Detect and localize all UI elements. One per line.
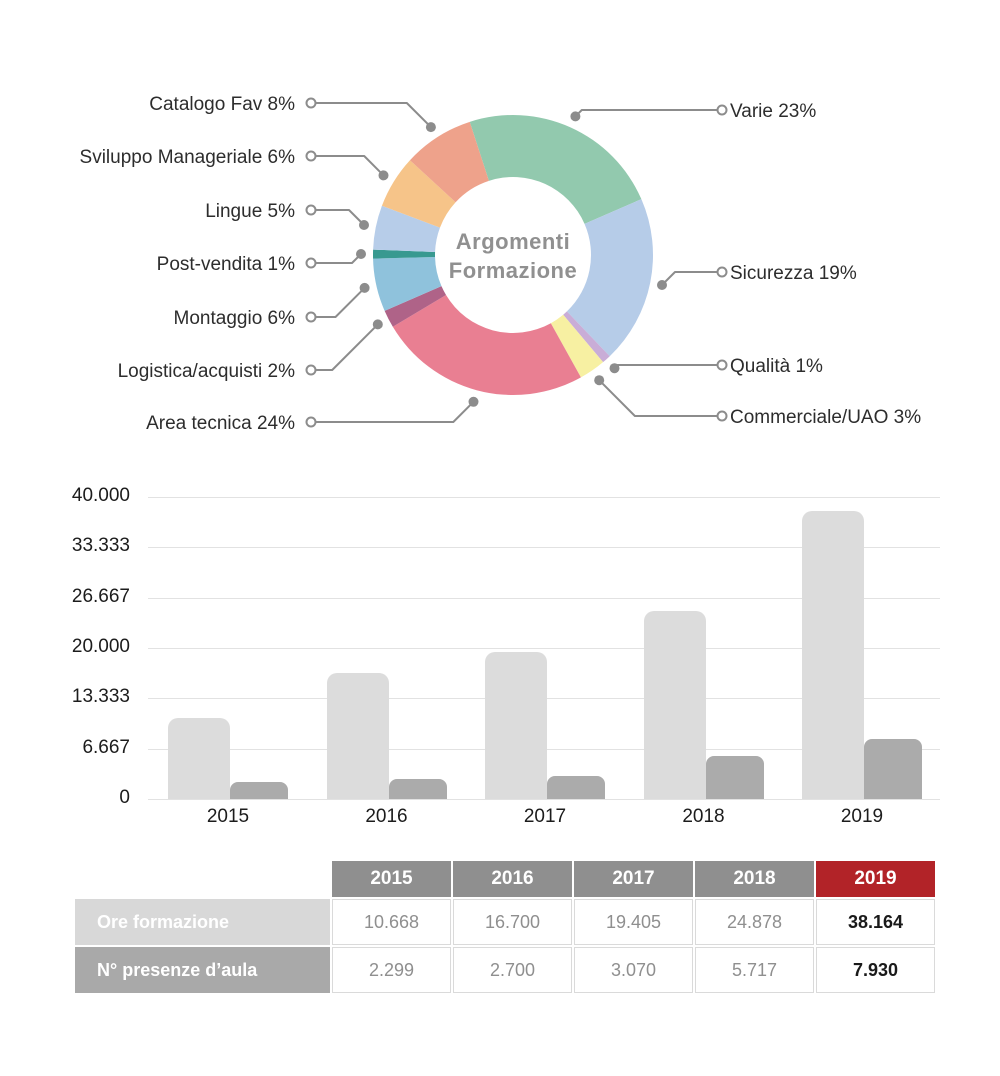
donut-callout-label-logistica-acquisti: Logistica/acquisti 2% <box>117 361 295 382</box>
table-year-header-2017: 2017 <box>574 861 693 897</box>
bar-ore-formazione-2016 <box>327 673 389 799</box>
table-cell-ore-formazione-2017: 19.405 <box>574 899 693 945</box>
table-cell-ore-formazione-2015: 10.668 <box>332 899 451 945</box>
bar-ore-formazione-2018 <box>644 611 706 799</box>
table-cell-n-presenze-d-aula-2016: 2.700 <box>453 947 572 993</box>
bar-ore-formazione-2015 <box>168 718 230 799</box>
bar-ore-formazione-2019 <box>802 511 864 799</box>
donut-callout-label-qualit: Qualità 1% <box>730 356 823 377</box>
table-year-header-2018: 2018 <box>695 861 814 897</box>
bar-ore-formazione-2017 <box>485 652 547 799</box>
table-cell-n-presenze-d-aula-2018: 5.717 <box>695 947 814 993</box>
grid-line <box>148 497 940 498</box>
x-axis-label-2016: 2016 <box>365 806 408 827</box>
y-tick-label: 20.000 <box>71 636 130 657</box>
bar-n-presenze-d-aula-2015 <box>230 782 288 799</box>
donut-callout-label-lingue: Lingue 5% <box>205 201 295 222</box>
donut-callout-label-varie: Varie 23% <box>730 101 817 122</box>
table-corner-cell <box>75 861 330 897</box>
table-cell-ore-formazione-2019: 38.164 <box>816 899 935 945</box>
donut-center-title-line2: Formazione <box>448 258 578 283</box>
table-row-label-n-presenze-d-aula: N° presenze d’aula <box>75 947 330 993</box>
table-row-label-ore-formazione: Ore formazione <box>75 899 330 945</box>
y-tick-label: 0 <box>119 787 130 808</box>
donut-callout-label-post-vendita: Post-vendita 1% <box>156 254 295 275</box>
table-year-header-2015: 2015 <box>332 861 451 897</box>
donut-center-title-line1: Argomenti <box>455 229 571 254</box>
bar-n-presenze-d-aula-2017 <box>547 776 605 799</box>
table-year-header-2016: 2016 <box>453 861 572 897</box>
x-axis-label-2019: 2019 <box>840 806 884 827</box>
donut-callout-label-commerciale-uao: Commerciale/UAO 3% <box>730 407 922 428</box>
table-cell-ore-formazione-2016: 16.700 <box>453 899 572 945</box>
data-table <box>73 859 937 995</box>
summary-table <box>73 859 937 995</box>
x-axis-label-2017: 2017 <box>523 806 567 827</box>
y-tick-label: 13.333 <box>71 686 130 708</box>
table-cell-n-presenze-d-aula-2019: 7.930 <box>816 947 935 993</box>
y-tick-label: 26.667 <box>71 585 130 607</box>
bar-n-presenze-d-aula-2016 <box>389 779 447 799</box>
y-tick-label: 6.667 <box>82 736 130 758</box>
table-cell-ore-formazione-2018: 24.878 <box>695 899 814 945</box>
x-axis-label-2015: 2015 <box>206 806 250 827</box>
table-cell-n-presenze-d-aula-2015: 2.299 <box>332 947 451 993</box>
table-cell-n-presenze-d-aula-2017: 3.070 <box>574 947 693 993</box>
bar-n-presenze-d-aula-2018 <box>706 756 764 799</box>
donut-callout-label-montaggio: Montaggio 6% <box>173 308 295 329</box>
donut-callout-label-sicurezza: Sicurezza 19% <box>730 263 857 284</box>
donut-callout-label-sviluppo-manageriale: Sviluppo Manageriale 6% <box>79 147 295 168</box>
donut-callout-label-area-tecnica: Area tecnica 24% <box>146 413 295 434</box>
table-year-header-2019: 2019 <box>816 861 935 897</box>
x-axis-label-2018: 2018 <box>682 806 725 827</box>
grid-line <box>148 799 940 800</box>
y-tick-label: 40.000 <box>71 485 130 506</box>
donut-callout-label-catalogo-fav: Catalogo Fav 8% <box>149 94 295 115</box>
bar-n-presenze-d-aula-2019 <box>864 739 922 799</box>
y-tick-label: 33.333 <box>71 535 130 557</box>
